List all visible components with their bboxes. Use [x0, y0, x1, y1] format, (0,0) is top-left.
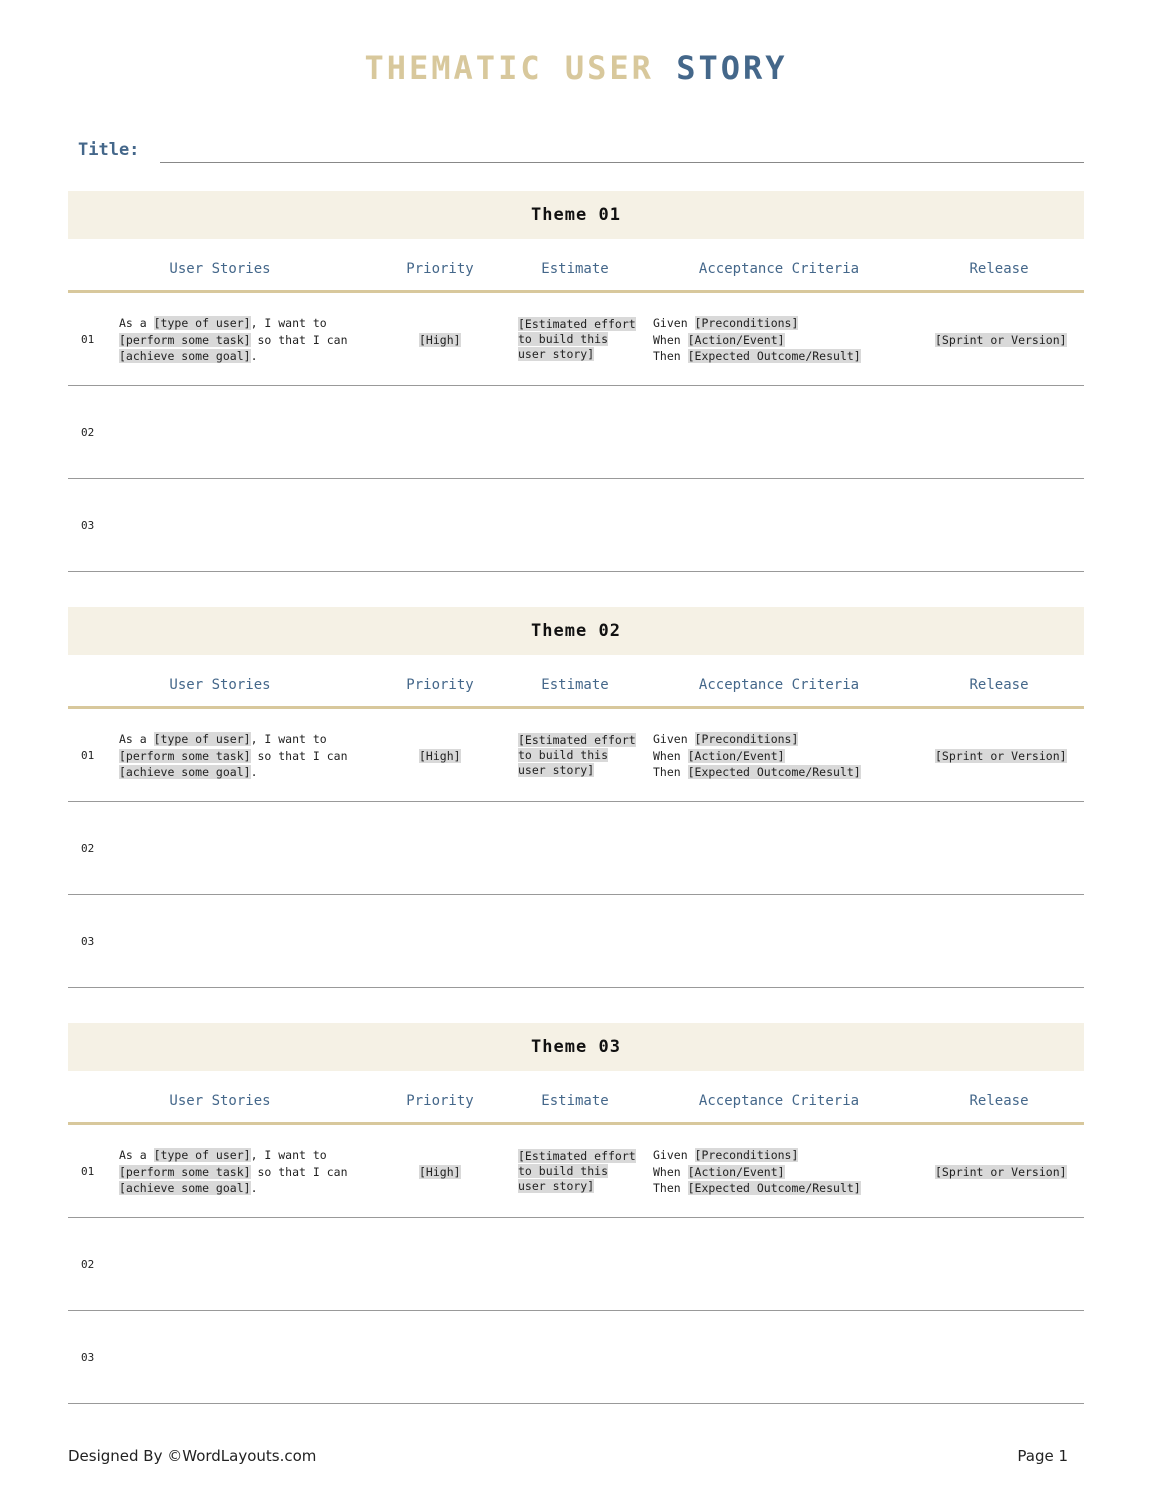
story-text: , I want to [250, 732, 327, 746]
row-number: 03 [81, 1351, 95, 1364]
col-user-stories: User Stories [169, 1093, 271, 1109]
row-number: 01 [81, 1165, 95, 1178]
col-estimate: Estimate [541, 1093, 609, 1109]
user-story-cell[interactable] [119, 315, 348, 365]
theme-section [68, 607, 1084, 988]
theme-name: Theme 03 [531, 1037, 621, 1057]
given-placeholder: [Preconditions] [694, 316, 799, 330]
col-release: Release [969, 261, 1029, 277]
story-placeholder-task: [perform some task] [119, 1164, 251, 1179]
when-placeholder: [Action/Event] [687, 748, 785, 763]
priority-cell[interactable] [419, 748, 461, 765]
story-placeholder-goal: [achieve some goal] [119, 1181, 251, 1195]
col-priority: Priority [406, 677, 474, 693]
theme-header [68, 191, 1084, 239]
document-title [0, 48, 1152, 88]
given-label: Given [653, 1148, 695, 1162]
when-placeholder: [Action/Event] [687, 1164, 785, 1179]
col-acceptance-criteria: Acceptance Criteria [698, 677, 860, 693]
document-title-part1: THEMATIC USER [364, 49, 654, 87]
row-number: 01 [81, 333, 95, 346]
when-label: When [653, 332, 688, 347]
story-placeholder-goal: [achieve some goal] [119, 349, 251, 363]
table-row[interactable] [68, 479, 1084, 572]
estimate-cell[interactable] [518, 317, 636, 362]
col-estimate: Estimate [541, 677, 609, 693]
table-row[interactable] [68, 709, 1084, 802]
story-placeholder-type: [type of user] [153, 316, 251, 330]
release-placeholder: [Sprint or Version] [935, 749, 1067, 763]
then-placeholder: [Expected Outcome/Result] [687, 765, 861, 779]
col-user-stories: User Stories [169, 677, 271, 693]
release-cell[interactable] [935, 748, 1067, 765]
story-text: so that I can [250, 1164, 348, 1179]
table-row[interactable] [68, 1311, 1084, 1404]
table-row[interactable] [68, 1218, 1084, 1311]
release-cell[interactable] [935, 1164, 1067, 1181]
estimate-placeholder: to build this [518, 332, 609, 346]
page-number: Page 1 [1017, 1447, 1068, 1465]
col-priority: Priority [406, 1093, 474, 1109]
col-priority: Priority [406, 261, 474, 277]
estimate-placeholder: user story] [518, 347, 595, 361]
row-number: 02 [81, 1258, 95, 1271]
designed-by-credit: Designed By ©WordLayouts.com [68, 1447, 317, 1465]
theme-name: Theme 01 [531, 205, 621, 225]
title-input-line[interactable] [160, 162, 1084, 163]
priority-cell[interactable] [419, 1164, 461, 1181]
estimate-placeholder: to build this [518, 1164, 609, 1178]
acceptance-criteria-cell[interactable] [653, 315, 861, 365]
when-label: When [653, 748, 688, 763]
theme-section [68, 1023, 1084, 1404]
row-number: 03 [81, 519, 95, 532]
story-placeholder-task: [perform some task] [119, 332, 251, 347]
title-label: Title: [78, 140, 140, 160]
story-text: As a [119, 1148, 154, 1162]
story-text: , I want to [250, 1148, 327, 1162]
story-text: . [250, 765, 258, 779]
row-number: 01 [81, 749, 95, 762]
story-text: . [250, 349, 258, 363]
estimate-placeholder: [Estimated effort [518, 317, 636, 331]
page-footer [68, 1447, 1068, 1467]
table-row[interactable] [68, 293, 1084, 386]
col-estimate: Estimate [541, 261, 609, 277]
estimate-placeholder: user story] [518, 763, 595, 777]
then-label: Then [653, 765, 688, 779]
title-field [78, 140, 1084, 166]
document-title-part2: STORY [676, 49, 788, 87]
story-placeholder-type: [type of user] [153, 1148, 251, 1162]
theme-name: Theme 02 [531, 621, 621, 641]
then-label: Then [653, 349, 688, 363]
row-number: 02 [81, 842, 95, 855]
given-placeholder: [Preconditions] [694, 732, 799, 746]
table-row[interactable] [68, 895, 1084, 988]
estimate-placeholder: user story] [518, 1179, 595, 1193]
column-headers [68, 239, 1084, 293]
acceptance-criteria-cell[interactable] [653, 731, 861, 781]
estimate-placeholder: [Estimated effort [518, 1149, 636, 1163]
priority-placeholder: [High] [419, 333, 461, 347]
story-text: As a [119, 316, 154, 330]
release-placeholder: [Sprint or Version] [935, 333, 1067, 347]
col-user-stories: User Stories [169, 261, 271, 277]
given-label: Given [653, 316, 695, 330]
col-acceptance-criteria: Acceptance Criteria [698, 261, 860, 277]
col-release: Release [969, 1093, 1029, 1109]
theme-header [68, 1023, 1084, 1071]
story-text: so that I can [250, 332, 348, 347]
story-placeholder-task: [perform some task] [119, 748, 251, 763]
theme-header [68, 607, 1084, 655]
given-placeholder: [Preconditions] [694, 1148, 799, 1162]
estimate-placeholder: to build this [518, 748, 609, 762]
table-row[interactable] [68, 802, 1084, 895]
priority-cell[interactable] [419, 332, 461, 349]
row-number: 03 [81, 935, 95, 948]
when-placeholder: [Action/Event] [687, 332, 785, 347]
estimate-placeholder: [Estimated effort [518, 733, 636, 747]
priority-placeholder: [High] [419, 749, 461, 763]
then-label: Then [653, 1181, 688, 1195]
table-row[interactable] [68, 1125, 1084, 1218]
release-cell[interactable] [935, 332, 1067, 349]
column-headers [68, 655, 1084, 709]
story-text: As a [119, 732, 154, 746]
given-label: Given [653, 732, 695, 746]
column-headers [68, 1071, 1084, 1125]
acceptance-criteria-cell[interactable] [653, 1147, 861, 1197]
col-release: Release [969, 677, 1029, 693]
then-placeholder: [Expected Outcome/Result] [687, 1181, 861, 1195]
col-acceptance-criteria: Acceptance Criteria [698, 1093, 860, 1109]
release-placeholder: [Sprint or Version] [935, 1165, 1067, 1179]
priority-placeholder: [High] [419, 1165, 461, 1179]
user-story-cell[interactable] [119, 1147, 348, 1197]
story-text: , I want to [250, 316, 327, 330]
row-number: 02 [81, 426, 95, 439]
story-placeholder-type: [type of user] [153, 732, 251, 746]
table-row[interactable] [68, 386, 1084, 479]
estimate-cell[interactable] [518, 1149, 636, 1194]
story-placeholder-goal: [achieve some goal] [119, 765, 251, 779]
story-text: so that I can [250, 748, 348, 763]
then-placeholder: [Expected Outcome/Result] [687, 349, 861, 363]
estimate-cell[interactable] [518, 733, 636, 778]
user-story-cell[interactable] [119, 731, 348, 781]
theme-section [68, 191, 1084, 572]
when-label: When [653, 1164, 688, 1179]
story-text: . [250, 1181, 258, 1195]
